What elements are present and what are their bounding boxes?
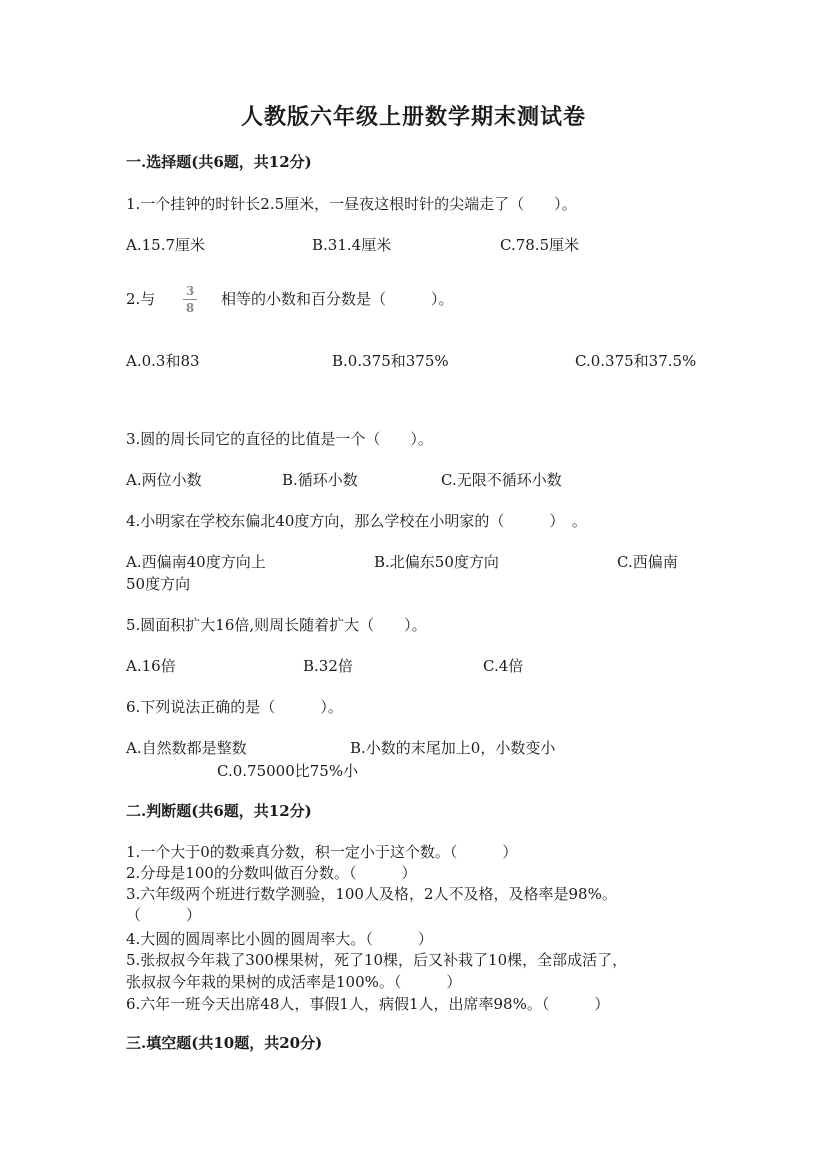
question-3-option-b: B.循环小数 (282, 471, 358, 489)
judge-line: 6.六年一班今天出席48人，事假1人，病假1人，出席率98%。（ ） (126, 995, 610, 1013)
question-4-stem: 4.小明家在学校东偏北40度方向，那么学校在小明家的（ ） 。 (126, 512, 587, 530)
question-1-option-b: B.31.4厘米 (312, 236, 392, 254)
judge-line: 3.六年级两个班进行数学测验，100人及格，2人不及格，及格率是98%。 (126, 885, 617, 903)
question-4-option-c: C.西偏南 (617, 553, 678, 571)
fraction-numerator: 3 (185, 284, 195, 298)
fraction-bar (183, 299, 197, 300)
question-2-option-c: C.0.375和37.5% (575, 352, 697, 370)
fraction-denominator: 8 (185, 301, 195, 315)
question-4-option-c-continued: 50度方向 (126, 575, 191, 593)
judge-line: （ ） (126, 906, 202, 924)
question-5-stem: 5.圆面积扩大16倍,则周长随着扩大（ ）。 (126, 616, 427, 634)
question-1-option-a: A.15.7厘米 (126, 236, 205, 254)
judge-line: 1.一个大于0的数乘真分数，积一定小于这个数。（ ） (126, 843, 518, 861)
question-3-option-c: C.无限不循环小数 (441, 471, 562, 489)
page-title: 人教版六年级上册数学期末测试卷 (240, 104, 586, 130)
section-heading-choice: 一.选择题(共6题，共12分) (126, 153, 312, 171)
fraction-three-eighths (181, 284, 199, 315)
question-2-stem-suffix: 相等的小数和百分数是（ ）。 (221, 290, 454, 308)
question-1-stem: 1.一个挂钟的时针长2.5厘米，一昼夜这根时针的尖端走了（ ）。 (126, 195, 577, 213)
question-3-stem: 3.圆的周长同它的直径的比值是一个（ ）。 (126, 430, 433, 448)
question-5-option-c: C.4倍 (483, 657, 524, 675)
question-4-option-a: A.西偏南40度方向上 (126, 553, 266, 571)
question-2-option-a: A.0.3和83 (126, 352, 200, 370)
question-6-option-c: C.0.75000比75%小 (217, 762, 359, 780)
judge-line: 5.张叔叔今年栽了300棵果树，死了10棵，后又补栽了10棵，全部成活了， (126, 951, 628, 969)
question-2-option-b: B.0.375和375% (332, 352, 449, 370)
question-4-option-b: B.北偏东50度方向 (374, 553, 499, 571)
question-5-option-a: A.16倍 (126, 657, 176, 675)
section-heading-judge: 二.判断题(共6题，共12分) (126, 802, 312, 820)
judge-line: 张叔叔今年栽的果树的成活率是100%。（ ） (126, 973, 462, 991)
question-6-stem: 6.下列说法正确的是（ ）。 (126, 698, 343, 716)
question-3-option-a: A.两位小数 (126, 471, 202, 489)
question-5-option-b: B.32倍 (303, 657, 353, 675)
judge-line: 2.分母是100的分数叫做百分数。（ ） (126, 864, 417, 882)
judge-line: 4.大圆的圆周率比小圆的圆周率大。（ ） (126, 930, 433, 948)
question-6-option-a: A.自然数都是整数 (126, 739, 247, 757)
section-heading-fill: 三.填空题(共10题，共20分) (126, 1034, 323, 1052)
question-2-stem-prefix: 2.与 (126, 290, 156, 308)
question-6-option-b: B.小数的末尾加上0，小数变小 (350, 739, 556, 757)
question-1-option-c: C.78.5厘米 (500, 236, 580, 254)
